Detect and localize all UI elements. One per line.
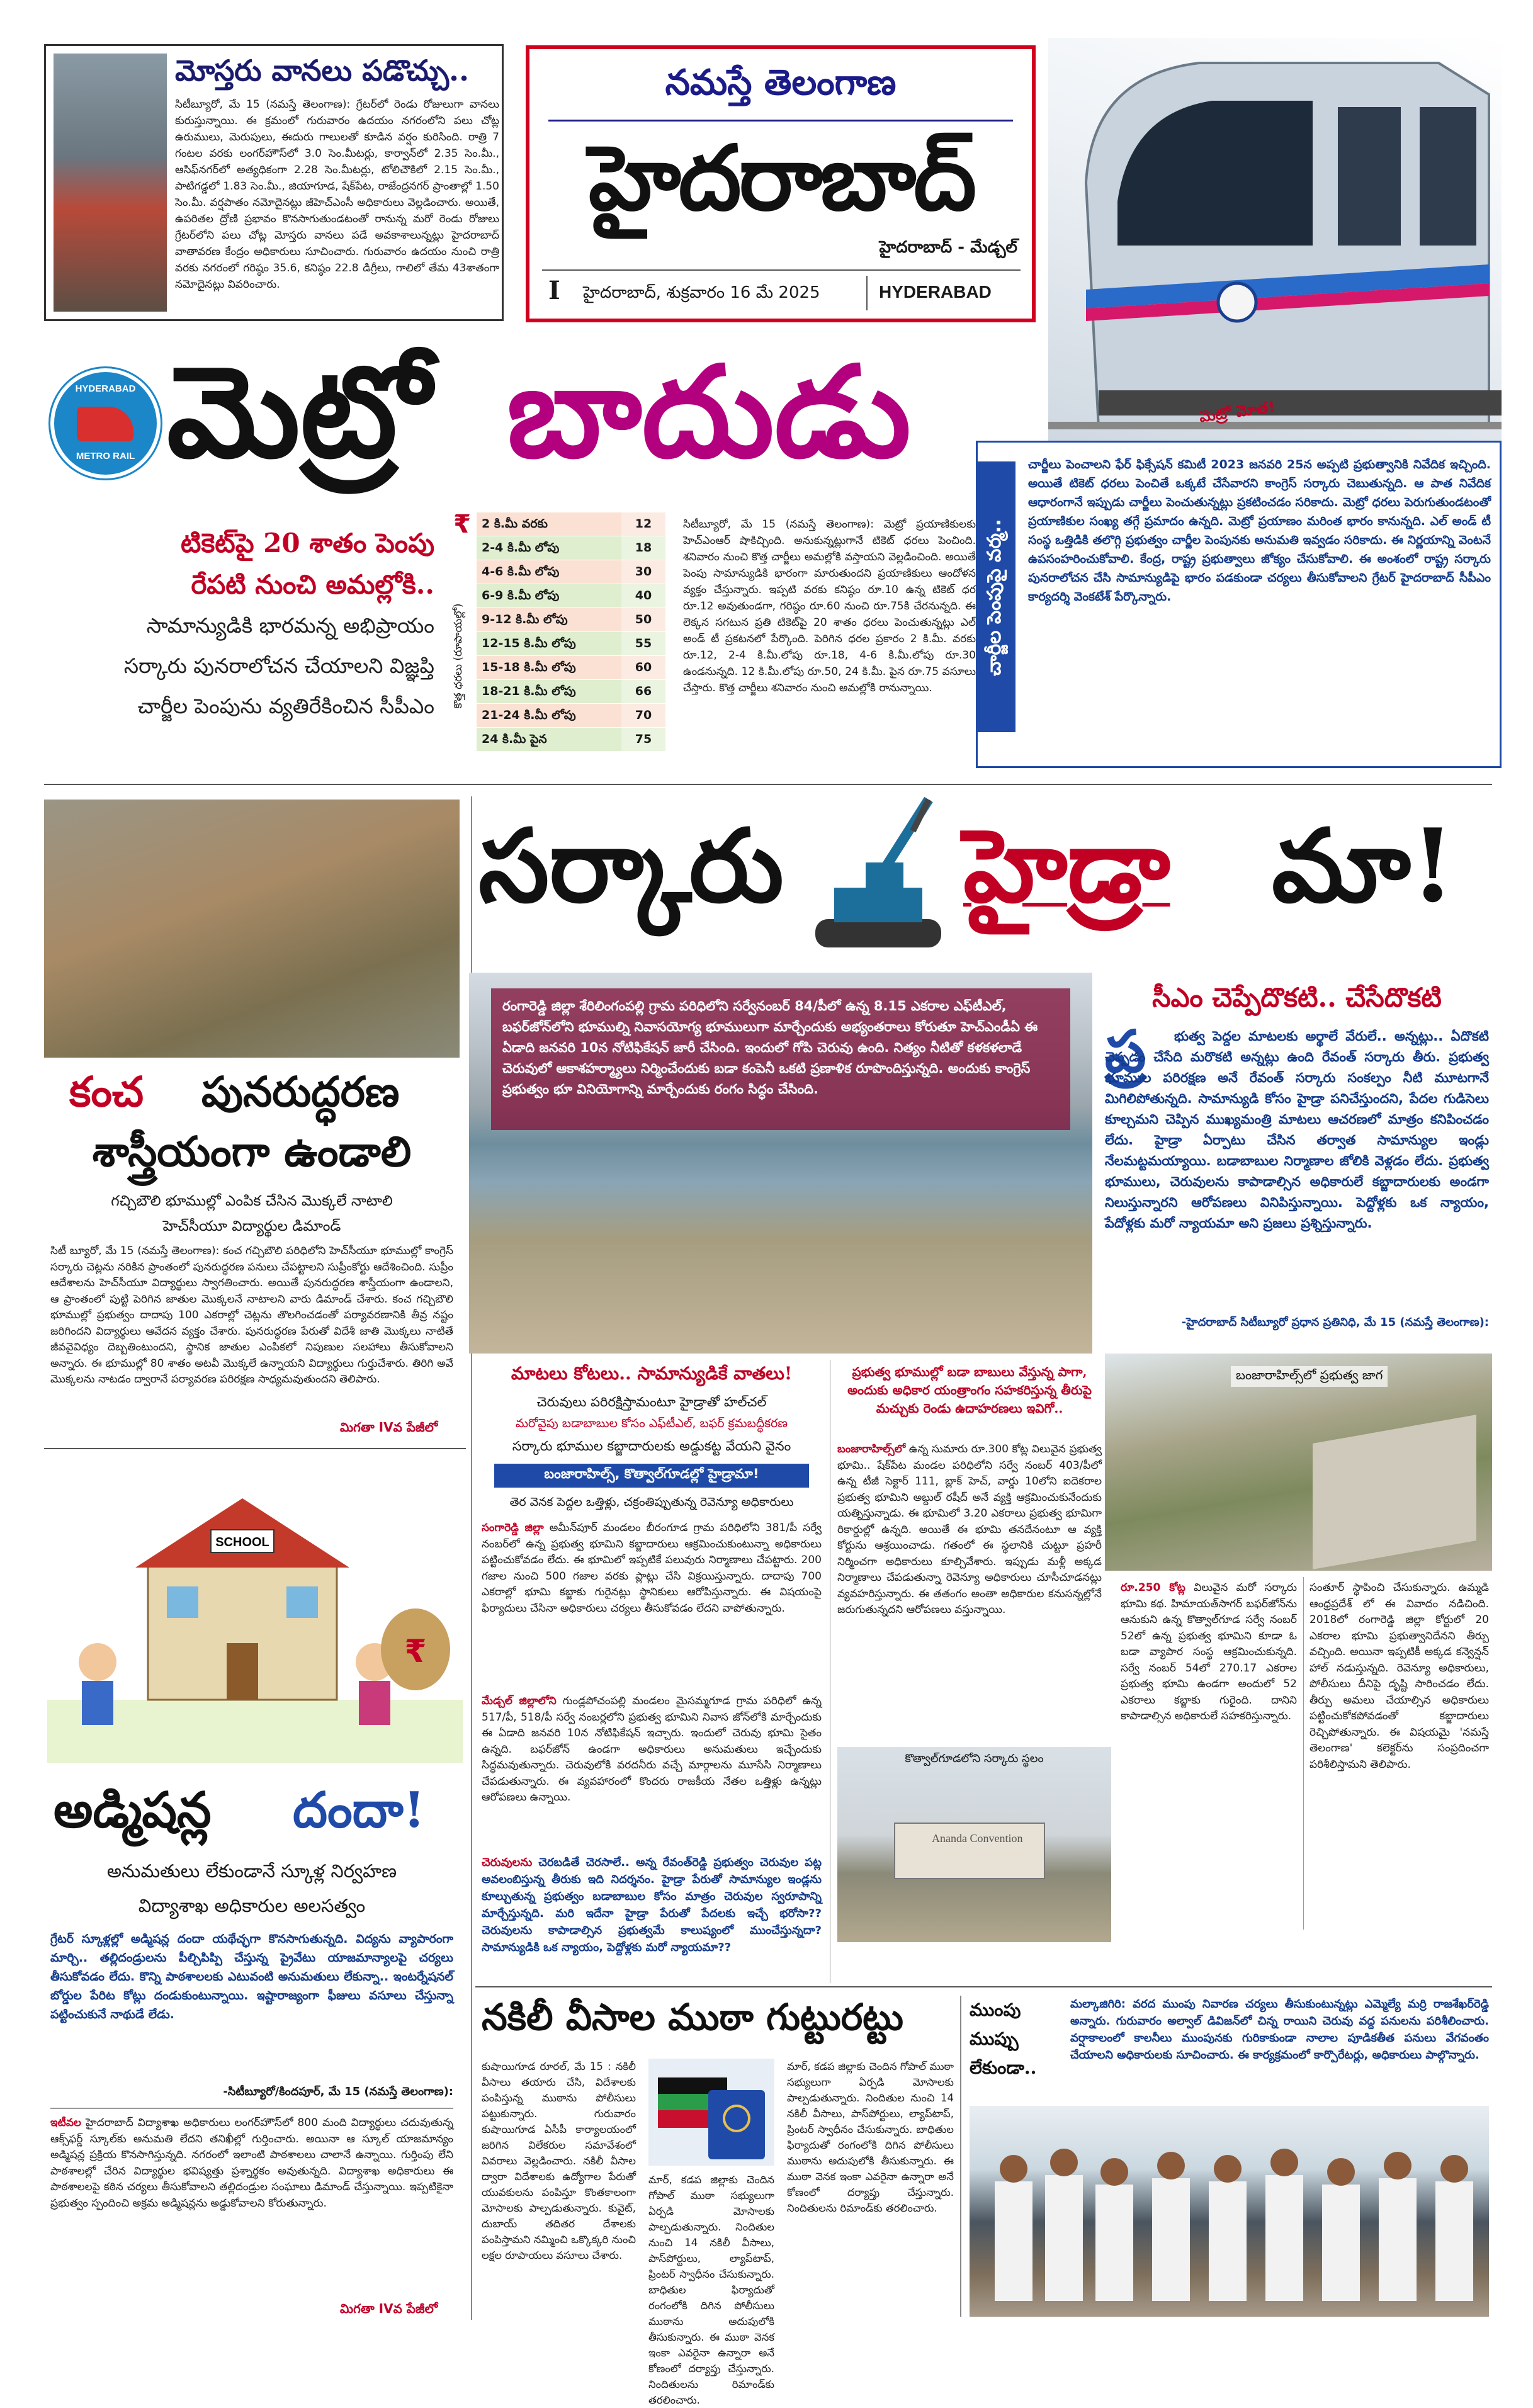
hydra-banjara [837, 1442, 1102, 1738]
hydra-left-sub4: తెర వెనక పెద్దల ఒత్తిళ్లు, చక్రంతిప్పుతున్న రెవెన్యూ అధికారులు [509, 1495, 794, 1509]
kotwal-photo [837, 1747, 1111, 1942]
admissions-subhead2: విద్యాశాఖ అధికారుల అలసత్వం [138, 1895, 366, 1916]
hydra-cheruvu-lead: చెరువులను [482, 1856, 533, 1869]
excavator-illustration [790, 793, 954, 963]
hydra-cheruvu [482, 1854, 822, 1983]
metro-subheads [54, 523, 434, 726]
visa-body-c: మార్, కడప జిల్లాకు చెందిన గోపాల్ ముఠా సభ్యులుగా ఏర్పడి మోసాలకు పాల్పడుతున్నారు. నిందితుల నుంచి 14 నకిలీ వీసాలు, పాస్‌పోర్టులు, ల్యాప్‌టాప్, ప్రింటర్ స్వాధీనం చేసుకున్నారు. బాధితుల ఫిర్యాదుతో రంగంలోకి దిగిన పోలీసులు ముఠాను అదుపులోకి తీసుకున్నారు. ఈ ముఠా వెనక ఇంకా ఎవరైనా ఉన్నారా అనే కోణంలో దర్యాప్తు చేస్తున్నారు. నిందితులను రిమాండ్‌కు తరలించారు. [787, 2060, 954, 2214]
fare-row [477, 584, 665, 608]
hydra-left-kicker: మాటలు కోటలు.. సామాన్యుడికే వాతలు! [511, 1363, 793, 1384]
hydra-left-sub3: సర్కారు భూముల కబ్జాదారులకు అడ్డుకట్ట వేయని వైనం [512, 1439, 791, 1454]
hydra-value [1121, 1580, 1297, 1926]
hydra-sangareddy-text: అమీన్‌పూర్ మండలం బీరంగూడ గ్రామ పరిధిలోని 381/పీ సర్వే నంబర్‌లో ఉన్న ప్రభుత్వ భూమిని కబ్జాదారులు ఆక్రమించుకుంటున్నా అధికారులు పట్టించుకోవడం లేదు. ఈ భూమిలో ఇప్పటికే పలువురు నిర్మాణాలు చేపట్టారు. 200 గజాల నుంచి 500 గజాల వరకు ప్లాట్లు చేసి విక్రయిస్తున్నారు. దాదాపు 700 ఎకరాల్లో భూమి కబ్జాకు గురైనట్లు స్థానికులు ఆరోపిస్తున్నారు. ఈ విషయంపై ఫిర్యాదులు చేసినా అధికారులు చర్యలు తీసుకోవడం లేదని వాపోతున్నారు. [482, 1522, 822, 1615]
fare-row [477, 656, 665, 680]
cartoon-caption: మెట్రో మోత! [1198, 397, 1277, 426]
weather-headline: మోస్తరు వానలు పడొచ్చు.. [175, 54, 470, 88]
fare-row [477, 680, 665, 704]
fare-row-value: 66 [621, 680, 665, 703]
fare-row-range: 4-6 కి.మీ లోపు [482, 565, 560, 579]
fare-row-value: 75 [621, 728, 665, 751]
banjara-photo-wall [1313, 1415, 1476, 1569]
hydra-photo-overlay [491, 988, 1070, 1130]
metro-headline-a: మెట్రో [167, 338, 431, 486]
rupee-icon: ₹ [453, 510, 471, 539]
hydra-headline-a: సర్కారు [478, 806, 784, 925]
fare-row-value: 55 [621, 632, 665, 655]
admissions-body-text: హైదరాబాద్ విద్యాశాఖ అధికారులు లంగర్‌హౌస్‌లో 800 మంది విద్యార్థులు చదువుతున్న ఆక్స్‌ఫర్డ్ స్కూల్‌కు అనుమతి లేదని తనిఖీల్లో గుర్తించారు. అయినా ఆ స్కూల్ యాజమాన్యం అడ్మిషన్ల ప్రక్రియ కొనసాగిస్తున్నది. నగరంలో ఇలాంటి పాఠశాలలు చాలానే ఉన్నాయి. గుర్తింపు లేని పాఠశాలల్లో చేరిన విద్యార్థుల భవిష్యత్తు ప్రశ్నార్థకం అవుతున్నది. విద్యాశాఖ అధికారులు ఈ పాఠశాలలపై కఠిన చర్యలు తీసుకోవాలని తల్లిదండ్రుల సంఘాలు డిమాండ్ చేస్తున్నాయి. ఇప్పటికైనా ప్రభుత్వం స్పందించి అక్రమ అడ్మిషన్లను అడ్డుకోవాలని కోరుతున్నారు. [50, 2117, 453, 2210]
fare-row-range: 24 కి.మీ పైన [482, 732, 547, 746]
hydra-headline-c: మా! [1272, 806, 1455, 925]
kancha-subhead: గచ్చిబౌలి భూముల్లో ఎంపిక చేసిన మొక్కలే నాటాలి [111, 1193, 393, 1209]
hydra-sangareddy-lead: సంగారెడ్డి జిల్లా [482, 1522, 544, 1534]
hydra-subhead: సీఎం చెప్పేదొకటి.. చేసేదొకటి [1152, 982, 1442, 1013]
fare-row-range: 21-24 కి.మీ లోపు [482, 708, 576, 722]
visa-body-a: కుషాయిగూడ రూరల్, మే 15 : నకిలీ వీసాలు తయారు చేసి, విదేశాలకు పంపిస్తున్న ముఠాను పోలీసులు పట్టుకున్నారు. గురువారం కుషాయిగూడ ఏసీపీ కార్యాలయంలో జరిగిన విలేకరుల సమావేశంలో వివరాలు వెల్లడించారు. నకిలీ వీసాల ద్వారా విదేశాలకు ఉద్యోగాల పేరుతో యువకులను పంపిస్తూ కొంతకాలంగా మోసాలకు పాల్పడుతున్నారు. కువైట్, దుబాయ్ తదితర దేశాలకు పంపిస్తామని నమ్మించి ఒక్కొక్కరి నుంచి లక్షల రూపాయలు వసూలు చేశారు. [482, 2060, 636, 2261]
fare-rows [477, 512, 665, 752]
fare-row-value: 40 [621, 584, 665, 608]
banjara-photo-caption: బంజారాహిల్స్‌లో ప్రభుత్వ జాగ [1231, 1366, 1388, 1387]
weather-body: సిటీబ్యూరో, మే 15 (నమస్తే తెలంగాణ): గ్రేటర్‌లో రెండు రోజులుగా వానలు కురుస్తున్నాయి. ఈ క్రమంలో గురువారం ఉదయం నగరంలోని పలు చోట్ల ఉరుములు, మెరుపులు, ఈదురు గాలులతో కూడిన వర్షం కురిసింది. రాత్రి 7 గంటల వరకు లంగర్‌హౌస్‌లో 3.0 సెం.మీటర్లు, కార్వాన్‌లో 2.35 సెం.మీ., ఆసిఫ్‌నగర్‌లో అత్యధికంగా 2.28 సెం.మీటర్లు, టోలిచౌకిలో 2.15 సెం.మీ., పాటిగడ్డలో 1.83 సెం.మీ., జియాగూడ, షేక్‌పేట, రాజేంద్రనగర్ ప్రాంతాల్లో 1.50 సెం.మీ. వర్షపాతం నమోదైనట్లు జీహెచ్‌ఎంసీ అధికారులు వెల్లడించారు. అయితే, ఉపరితల ద్రోణి ప్రభావం కొనసాగుతుండటంతో రానున్న మరో రెండు రోజులు గ్రేటర్‌లోని పలు చోట్ల మోస్తరు వానలు పడే అవకాశాలున్నట్లు హైదరాబాద్ వాతావరణ కేంద్రం అధికారులు సూచించారు. గురువారం ఉదయం నుంచి రాత్రి వరకు నగరంలో గరిష్ఠం 35.6, కనిష్ఠం 22.8 డిగ్రీలు, గాలిలో తేమ 43శాతంగా నమోదైనట్లు వివరించారు. [175, 98, 499, 291]
admissions-byline: -సిటీబ్యూరో/కిందపూర్, మే 15 (నమస్తే తెలంగాణ): [223, 2085, 453, 2098]
train-illustration [1048, 38, 1502, 441]
visa-body-b: మార్, కడప జిల్లాకు చెందిన గోపాల్ ముఠా సభ్యులుగా ఏర్పడి మోసాలకు పాల్పడుతున్నారు. నిందితుల నుంచి 14 నకిలీ వీసాలు, పాస్‌పోర్టులు, ల్యాప్‌టాప్, ప్రింటర్ స్వాధీనం చేసుకున్నారు. బాధితుల ఫిర్యాదుతో రంగంలోకి దిగిన పోలీసులు ముఠాను అదుపులోకి తీసుకున్నారు. ఈ ముఠా వెనక ఇంకా ఎవరైనా ఉన్నారా అనే కోణంలో దర్యాప్తు చేస్తున్నారు. నిందితులను రిమాండ్‌కు తరలించారు. [648, 2174, 774, 2406]
hydra-medchal [482, 1693, 822, 1851]
fare-row-range: 2 కి.మీ వరకు [482, 517, 548, 531]
kancha-headline-rest: పునరుద్ధరణ [201, 1067, 400, 1116]
admissions-headline-a: అడ్మిషన్ల [54, 1782, 212, 1839]
fare-row-range: 18-21 కి.మీ లోపు [482, 684, 576, 698]
hydra-medchal-text: గుండ్లపోచంపల్లి మండలం మైసమ్మగూడ గ్రామ పరిధిలో ఉన్న 517/పీ, 518/పీ సర్వే నంబర్లలోని ప్రభుత్వ భూమిని నివాస జోన్‌లోకి మార్చేందుకు ఈ ఏడాది జనవరి 10న నోటిఫికేషన్ ఇచ్చారు. ఇందులో చెరువు భూమి సైతం ఉన్నది. బఫర్‌జోన్‌ ఉండగా అధికారులు అనుమతులు ఇచ్చేందుకు సిద్ధమవుతున్నారు. చెరువులోకి వరదనీరు వచ్చే మార్గాలను మూసేసి నిర్మాణాలు చేపడుతున్నారు. ఈ వ్యవహారంలో కొందరు రాజకీయ నేతల ఒత్తిళ్లు ఉన్నట్లు ఆరోపణలు ఉన్నాయి. [482, 1695, 822, 1804]
metro-logo-top: HYDERABAD [75, 383, 136, 394]
fare-row-value: 18 [621, 536, 665, 560]
metro-logo-bottom: METRO RAIL [76, 451, 135, 461]
hydra-left-sub2: మరోవైపు బడాబాబుల కోసం ఎఫ్‌టీఎల్, బఫర్ క్రమబద్ధీకరణ [515, 1416, 788, 1430]
metro-subhead-5: చార్జీల పెంపును వ్యతిరేకించిన సీపీఎం [137, 694, 434, 718]
fare-row [477, 632, 665, 656]
hydra-left-tag: బంజారాహిల్స్, కొత్వాల్‌గూడల్లో హైడ్రామా! [494, 1464, 809, 1488]
mumpu-body: మల్కాజిగిరి: వరద ముంపు నివారణ చర్యలు తీసుకుంటున్నట్లు ఎమ్మెల్యే మర్రి రాజశేఖర్‌రెడ్డి అన్నారు. గురువారం అల్వాల్ డివిజన్‌లో చిన్న రాయిని చెరువు వద్ద పనులను పరిశీలించారు. వర్షాకాలంలో కాలనీలు ముంపునకు గురికాకుండా నాలాల పూడికతీత పనులు వేగవంతం చేయాలని అధికారులకు సూచించారు. ఈ కార్యక్రమంలో కార్పొరేటర్లు, అధికారులు పాల్గొన్నారు. [1070, 1998, 1489, 2062]
kancha-headline-line2: శాస్త్రీయంగా ఉండాలి [92, 1127, 412, 1176]
hydra-dropcap: ప్ర [1105, 1017, 1146, 1085]
quote-text: చార్జీలు పెంచాలని ఫేర్ ఫిక్సేషన్ కమిటీ 2023 జనవరి 25న అప్పటి ప్రభుత్వానికి నివేదిక ఇచ్చింది. అయితే టికెట్ ధరలు పెంచితే ఒక్కటే చేసేవారని కాంగ్రెస్ సర్కారు చెబుతున్నది. ఆ పాత నివేదిక ఆధారంగానే ఇప్పుడు చార్జీలు పెంచుతున్నట్లు ప్రకటించడం సరికాదు. మెట్రో ధరలు పెరుగుతుండటంతో ప్రయాణికుల సంఖ్య తగ్గే ప్రమాదం ఉన్నది. మెట్రో ప్రయాణం మరింత భారం కానున్నది. ఎల్ అండ్ టీ సంస్థ ఒత్తిడికి తలొగ్గి ప్రభుత్వం చార్జీల పెంపునకు అనుమతి ఇవ్వడం సరికాదు. ఈ నిర్ణయాన్ని వెంటనే ఉపసంహరించుకోవాలి. కేంద్ర, రాష్ట్ర ప్రభుత్వాలు జోక్యం చేసుకోవాలి. ఈ అంశంలో రాష్ట్ర సర్కారు పునరాలోచన చేసి సామాన్యుడిపై భారం పడకుండా చర్యలు తీసుకోవాలని గ్రేటర్ హైదరాబాద్ సీపీఎం కార్యదర్శి వెంకటేశ్ పేర్కొన్నారు. [1028, 458, 1491, 604]
admissions-body-lead: ఇటీవల [50, 2117, 81, 2129]
weather-box [44, 44, 504, 321]
kancha-body: సిటీ బ్యూరో, మే 15 (నమస్తే తెలంగాణ): కంచ గచ్చిబౌలి పరిధిలోని హెచ్‌సీయూ భూముల్లో కాంగ్రెస్ సర్కారు చెట్లను నరికిన ప్రాంతంలో పునరుద్ధరణ పనులు చేపట్టాలని సుప్రీంకోర్టు ఆదేశించింది. సుప్రీం ఆదేశాలను హెచ్‌సీయూ విద్యార్థులు స్వాగతించారు. అయితే పునరుద్ధరణ శాస్త్రీయంగా ఉండాలని, ఆ ప్రాంతంలో పుట్టి పెరిగిన జాతుల మొక్కలనే నాటాలని వారు డిమాండ్ చేశారు. కంచ గచ్చిబౌలి భూముల్లో ప్రభుత్వం దాదాపు 100 ఎకరాల్లో చెట్లను తొలగించడంతో పర్యావరణానికి తీవ్ర నష్టం జరిగిందని విద్యార్థులు ఆవేదన వ్యక్తం చేశారు. పునరుద్ధరణ పేరుతో విదేశీ జాతి మొక్కలు నాటితే జీవవైవిధ్యం దెబ్బతింటుందని, స్థానిక జాతుల ఎంపికలో నిపుణుల సలహాలు తీసుకోవాలని అన్నారు. ఈ భూముల్లో 80 శాతం అటవీ మొక్కలే ఉన్నాయని విద్యార్థులు గుర్తుచేశారు. తిరిగి అవే మొక్కలను నాటడం ద్వారానే పర్యావరణ పరిరక్షణ సాధ్యమవుతుందని తెలిపారు. [50, 1245, 453, 1386]
admissions-subhead: అనుమతులు లేకుండానే స్కూళ్ల నిర్వహణ [106, 1860, 397, 1882]
fare-row-value: 70 [621, 704, 665, 727]
kancha-photo [44, 800, 460, 1058]
section-rule-1 [44, 784, 1492, 785]
kancha-jump[interactable]: మిగతా IVవ పేజీలో [340, 1420, 438, 1435]
visa-headline: నకిలీ వీసాల ముఠా గుట్టురట్టు [482, 1996, 903, 2038]
metro-subhead-2: రేపటి నుంచి అమల్లోకి.. [191, 569, 434, 600]
kotwal-photo-caption: కొత్వాల్‌గూడలోని సర్కారు స్థలం [905, 1752, 1044, 1765]
convention-sign: Ananda Convention [932, 1832, 1023, 1845]
edition-divider [866, 276, 868, 310]
kotwal-building [894, 1823, 1045, 1879]
hydra-value-text: విలువైన మరో సర్కారు భూమి కథ. హిమాయత్‌సాగర్ బఫర్‌జోన్‌ను ఆనుకుని ఉన్న కొత్వాల్‌గూడ సర్వే నంబర్ 52లో ఉన్న ప్రభుత్వ భూమిని కూడా ఓ బడా వ్యాపార సంస్థ ఆక్రమించుకున్నది. సర్వే నంబర్ 54లో 270.17 ఎకరాల ప్రభుత్వ భూమి ఉండగా అందులో 52 ఎకరాలు కబ్జాకు గురైంది. దానిని కాపాడాల్సిన అధికారులే సహకరిస్తున్నారు. [1121, 1581, 1297, 1722]
hydra-value-lead: రూ.250 కోట్ల [1121, 1581, 1185, 1594]
fare-row-value: 12 [621, 512, 665, 536]
hydra-banjara-lead: బంజారాహిల్స్‌లో [837, 1443, 906, 1456]
fare-row-range: 6-9 కి.మీ లోపు [482, 589, 560, 602]
hydra-byline: -హైదరాబాద్ సిటీబ్యూరో ప్రధాన ప్రతినిధి, మే 15 (నమస్తే తెలంగాణ): [1181, 1316, 1489, 1329]
visa-illustration [648, 2059, 774, 2166]
fare-table [450, 510, 667, 755]
fare-row-range: 2-4 కి.మీ లోపు [482, 541, 560, 555]
metro-subhead-3: సామాన్యుడికి భారమన్న అభిప్రాయం [146, 613, 434, 638]
hydra-mid-kicker: ప్రభుత్వ భూముల్లో బడా బాబులు వేస్తున్న పాగా, అందుకు అధికార యంత్రాంగం సహకరిస్తున్న తీరుపై మచ్చుకు రెండు ఉదాహరణలు ఇవిగో.. [847, 1364, 1092, 1416]
fare-row-range: 9-12 కి.మీ లోపు [482, 613, 568, 626]
metro-quote-box [976, 441, 1502, 768]
section-rule-3 [475, 1986, 1492, 1987]
fare-row-value: 30 [621, 560, 665, 584]
weather-photo [54, 54, 167, 312]
fare-row [477, 536, 665, 560]
admissions-jump[interactable]: మిగతా IVవ పేజీలో [340, 2301, 438, 2316]
school-sign: SCHOOL [215, 1535, 269, 1549]
kancha-subhead2: హెచ్‌సీయూ విద్యార్థుల డిమాండ్ [162, 1218, 341, 1235]
masthead-subtitle: హైదరాబాద్ - మేడ్చల్ [879, 238, 1017, 257]
quote-tag [978, 461, 1015, 732]
svg-text:₹: ₹ [404, 1633, 427, 1670]
fare-side-label: కొత్త ధరలు (రూపాయల్లో) [452, 603, 465, 709]
hydra-left-sub: చెరువులు పరిరక్షిస్తామంటూ హైడ్రాతో హల్‌చల్ [536, 1394, 767, 1410]
banjara-photo [1105, 1354, 1492, 1571]
mumpu-photo [970, 2106, 1489, 2317]
page-number: I [548, 276, 560, 305]
mumpu-group-graphic [970, 2106, 1489, 2317]
masthead-dateline-rule [542, 269, 1021, 271]
fare-row [477, 704, 665, 728]
admissions-rule [50, 2108, 453, 2109]
fare-row-value: 60 [621, 656, 665, 679]
fare-row [477, 512, 665, 536]
metro-logo-mark [77, 407, 133, 441]
fare-row [477, 608, 665, 632]
visa-divider [960, 1996, 961, 2317]
excavator-graphic [790, 793, 954, 963]
hydra-sangareddy [482, 1520, 822, 1684]
hydra-banjara-text: ఉన్న సుమారు రూ.300 కోట్ల విలువైన ప్రభుత్వ భూమి.. షేక్‌పేట మండల పరిధిలోని సర్వే నంబర్ 403/పీలో ఉన్న టీజీ సెక్టార్ 111, బ్లాక్ హెచ్, వార్డు 10లోని ఐదెకరాల ప్రభుత్వ భూమిని అబ్దుల్ రషీద్ అనే వ్యక్తి ఆక్రమించుకునేందుకు యత్నిస్తున్నాడు. ఈ భూమిలో 3.20 ఎకరాలు ప్రభుత్వ భూమిగా రికార్డుల్లో ఉన్నది. అయితే ఈ భూమి తనదేనంటూ ఆ వ్యక్తి కోర్టును ఆశ్రయించాడు. గతంలో ఈ స్థలానికి చుట్టూ ప్రహరీ నిర్మించగా అధికారులు కూల్చివేశారు. ఇప్పుడు మళ్లీ అక్కడ నిర్మాణాలు చేపడుతున్నా రెవెన్యూ అధికారులు చూసీచూడనట్లు వ్యవహరిస్తున్నారు. ఈ తతంగం అంతా అధికారుల కనుసన్నల్లోనే జరుగుతున్నదని ఆరోపణలు వస్తున్నాయి. [837, 1443, 1102, 1616]
hydra-headline-b: హైడ్రా [963, 806, 1170, 925]
hydra-medchal-lead: మేడ్చల్ జిల్లాలోని [482, 1695, 557, 1707]
fare-row-range: 12-15 కి.మీ లోపు [482, 636, 576, 650]
hydra-cheruvu-text: చెరబడితే చెరసాలే.. అన్న రేవంత్‌రెడ్డి ప్రభుత్వం చెరువుల పట్ల అవలంబిస్తున్న తీరుకు ఇది నిదర్శనం. హైడ్రా పేరుతో సామాన్యుల ఇండ్లను కూల్చుతున్న ప్రభుత్వం బడాబాబుల కోసం మాత్రం చెరువుల స్వరూపాన్ని మార్చేస్తున్నది. మరి ఇదేనా హైడ్రా పేరుతో పేదలకు ఇచ్చే భరోసా?? చెరువులను కాపాడాల్సిన ప్రభుత్వమే కాలుష్యంలో ముంచేస్తున్నదా? సామాన్యుడికి ఒక న్యాయం, పెద్దోళ్లకు మరో న్యాయమా?? [482, 1856, 822, 1954]
hydra-intro-text: భుత్వ పెద్దల మాటలకు అర్థాలే వేరులే.. అన్నట్లు.. ఏదొకటి చెప్పడం చేసేది మరొకటి అన్నట్లు ఉంది రేవంత్ సర్కారు తీరు. ప్రభుత్వ భూముల పరిరక్షణ అనే రేవంత్ సర్కారు సంకల్పం నీటి మూటగానే మిగిలిపోతున్నది. సామాన్యుడి కోసం హైడ్రా పనిచేస్తుందని, పేదల గుడిసెలు కూల్చమని చెప్పిన ముఖ్యమంత్రి మాటలు ఆచరణలో మాత్రం కనిపించడం లేదు. హైడ్రా ఏర్పాటు చేసిన తర్వాత సామాన్యుల ఇండ్లు నేలమట్టమయ్యాయి. బడాబాబుల నిర్మాణాల జోలికి వెళ్లడం లేదు. ప్రభుత్వ భూములు, చెరువులను కాపాడాల్సిన అధికారులే కబ్జాదారులకు అండగా నిలుస్తున్నారని ఆరోపణలు వినిపిస్తున్నాయి. పెద్దోళ్లకు ఒక న్యాయం, పేదోళ్లకు మరో న్యాయమా అని ప్రజలు ప్రశ్నిస్తున్నారు. [1105, 1029, 1489, 1231]
section-rule-2 [44, 1448, 466, 1449]
metro-train-photo [1048, 38, 1502, 441]
admissions-body [50, 2115, 453, 2298]
masthead [526, 45, 1036, 322]
masthead-rule [548, 120, 1013, 122]
fare-row-value: 50 [621, 608, 665, 631]
edition-label: HYDERABAD [879, 282, 992, 302]
quote-tag-text: చార్జీల పెంపుపై వర్మ.. [983, 519, 1005, 676]
masthead-city: హైదరాబాద్ [588, 126, 975, 230]
metro-rail-logo [50, 368, 161, 478]
fare-row [477, 560, 665, 584]
date-line: హైదరాబాద్, శుక్రవారం 16 మే 2025 [583, 283, 820, 302]
fare-row [477, 728, 665, 752]
metro-body: సిటీబ్యూరో, మే 15 (నమస్తే తెలంగాణ): మెట్రో ప్రయాణికులకు హెచ్‌ఎంఆర్ షాకిచ్చింది. అనుకున్నట్లుగానే టికెట్ ధరలు పెంచింది. శనివారం నుంచి కొత్త చార్జీలు అమల్లోకి వస్తాయని వెల్లడించింది. అయితే పెంపు సామాన్యుడికి భారంగా మారుతుందని ప్రయాణికులు ఆందోళన వ్యక్తం చేస్తున్నారు. ఇప్పటి వరకు కనిష్ఠం రూ.10 ఉన్న టికెట్ ధర రూ.12 అవుతుండగా, గరిష్ఠం రూ.60 నుంచి రూ.75కి చేరనున్నది. ఈ లెక్కన సగటున ప్రతి టికెట్‌పై 20 శాతం ధరలు పెంచుతున్నట్లు ఎల్ అండ్ టీ ప్రకటనలో పేర్కొంది. పెరిగిన ధరల ప్రకారం 2 కి.మీ. వరకు రూ.12, 2-4 కి.మీ.లోపు రూ.18, 4-6 కి.మీ.లోపు రూ.30 ఉండనున్నది. 12 కి.మీ.లోపు రూ.50, 24 కి.మీ. పైన రూ.75 వసూలు చేస్తారు. కొత్త చార్జీలు శనివారం నుంచి అమల్లోకి రానున్నాయి. [683, 518, 976, 694]
hydra-value2: సంతూర్ స్థాపించి చేసుకున్నారు. ఉమ్మడి ఆంధ్రప్రదేశ్ లో ఈ వివాదం నడిచింది. 2018లో రంగారెడ్డి జిల్లా కోర్టులో 20 ఎకరాల భూమి ప్రభుత్వానిదేనని తీర్పు వచ్చింది. అయినా ఇప్పటికీ అక్కడ కన్వెన్షన్ హాల్ నడుస్తున్నది. రెవెన్యూ అధికారులు, పోలీసులు దీనిపై దృష్టి సారించడం లేదు. తీర్పు అమలు చేయాల్సిన అధికారులు పట్టించుకోకపోవడంతో కబ్జాదారులు రెచ్చిపోతున్నారు. ఈ విషయమై 'నమస్తే తెలంగాణ' కలెక్టర్‌ను సంప్రదించగా పరిశీలిస్తామని తెలిపారు. [1310, 1581, 1489, 1771]
fare-row-range: 15-18 కి.మీ లోపు [482, 660, 576, 674]
hydra-col-divider-2 [1303, 1577, 1304, 1930]
metro-headline-b: బాదుడు [507, 338, 912, 486]
school-graphic [47, 1461, 463, 1763]
kancha-headline-red: కంచ [69, 1067, 144, 1116]
masthead-brand: నమస్తే తెలంగాణ [665, 62, 897, 103]
metro-subhead-1: టికెట్‌పై 20 శాతం పెంపు [180, 528, 434, 558]
school-illustration [47, 1461, 463, 1763]
passport-graphic [648, 2059, 774, 2166]
admissions-headline-b: దందా! [293, 1782, 425, 1839]
hydra-intro [1105, 1017, 1489, 1309]
hydra-photo-overlay-text: రంగారెడ్డి జిల్లా శేరిలింగంపల్లి గ్రామ పరిధిలోని సర్వేనంబర్ 84/పీలో ఉన్న 8.15 ఎకరాల ఎఫ్‌టీఎల్, బఫర్‌జోన్‌లోని భూముల్ని నివాసయోగ్య భూములుగా మార్చేందుకు అభ్యంతరాలు కోరుతూ హెచ్‌ఎండీఏ ఈ ఏడాది జనవరి 10న నోటిఫికేషన్ జారీ చేసింది. ఇందులో గోపి చెరువు ఉంది. నిత్యం నీటితో కళకళలాడే చెరువులో ఆకాశహర్మ్యాలు నిర్మించేందుకు బడా కంపెనీ ఒకటి ప్రణాళిక రూపొందిస్తున్నది. అందుకు కాంగ్రెస్ ప్రభుత్వం భూ వినియోగాన్ని మార్చేందుకు రంగం సిద్ధం చేసింది. [502, 998, 1038, 1097]
admissions-summary: గ్రేటర్ స్కూళ్లల్లో అడ్మిషన్ల దందా యథేచ్ఛగా కొనసాగుతున్నది. విద్యను వ్యాపారంగా మార్చి.. తల్లిదండ్రులను పీల్చిపిప్పి చేస్తున్న ప్రైవేటు యాజమాన్యాలపై చర్యలు తీసుకోవడం లేదు. కొన్ని పాఠశాలలకు ఎటువంటి అనుమతులు లేకున్నా.. ఇంటర్నేషనల్ బోర్డుల పేరిట కోట్లు దండుకుంటున్నాయి. ఇష్టారాజ్యంగా ఫీజులు వసూలు చేస్తున్నా పట్టించుకునే నాథుడే లేడు. [50, 1932, 453, 2021]
metro-subhead-4: సర్కారు పునరాలోచన చేయాలని విజ్ఞప్తి [123, 653, 434, 678]
mumpu-headline: ముంపు ముప్పు లేకుండా.. [970, 1999, 1037, 2078]
